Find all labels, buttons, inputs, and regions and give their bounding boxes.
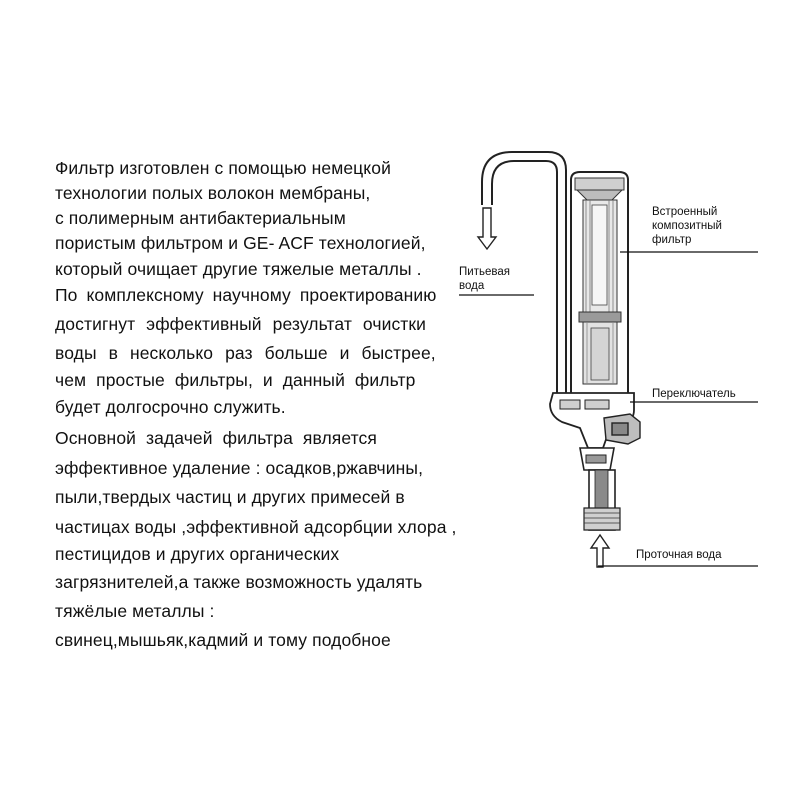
label-switch-text: Переключатель (652, 388, 736, 400)
description-line: эффективное удаление : осадков,ржавчины, (55, 458, 424, 478)
description-line: который очищает другие тяжелые металлы . (55, 259, 422, 279)
description-line: пыли,твердых частиц и других примесей в (55, 487, 405, 507)
description-line: загрязнителей,а также возможность удалять (55, 572, 423, 592)
description-line: частицах воды ,эффективной адсорбции хлора , (55, 517, 457, 537)
label-drinking-water (459, 265, 510, 293)
outlet-arrow-icon (478, 208, 496, 249)
filter-housing (571, 172, 628, 395)
label-drinking-water-line: вода (459, 280, 485, 292)
description-line: пористым фильтром и GE- ACF технологией, (55, 233, 426, 253)
label-switch (652, 387, 736, 401)
description-line: тяжёлые металлы : (55, 601, 215, 621)
inlet-arrow-icon (591, 535, 609, 567)
label-builtin-filter-line: композитный (652, 220, 722, 232)
description-line: пестицидов и других органических (55, 544, 340, 564)
label-flow-water-text: Проточная вода (636, 549, 722, 561)
switch-knob-icon (604, 414, 640, 444)
description-line: свинец,мышьяк,кадмий и тому подобное (55, 630, 391, 650)
description-line: Фильтр изготовлен с помощью немецкой (55, 158, 391, 178)
description-line: будет долгосрочно служить. (55, 397, 286, 417)
description-line: Основной задачей фильтра является (55, 428, 377, 448)
label-flow-water (636, 548, 721, 562)
description-line: технологии полых волокон мембраны, (55, 183, 371, 203)
label-builtin-filter-line: фильтр (652, 234, 692, 246)
description-line: По комплексному научному проектированию (55, 285, 437, 305)
inlet-stem (580, 448, 620, 530)
label-builtin-filter (652, 205, 722, 247)
label-builtin-filter-line: Встроенный (652, 206, 718, 218)
description-line: чем простые фильтры, и данный фильтр (55, 370, 416, 390)
description-line: с полимерным антибактериальным (55, 208, 346, 228)
description-line: достигнут эффективный результат очистки (55, 314, 427, 334)
label-drinking-water-line: Питьевая (459, 266, 510, 278)
description-line: воды в несколько раз больше и быстрее, (55, 343, 436, 363)
